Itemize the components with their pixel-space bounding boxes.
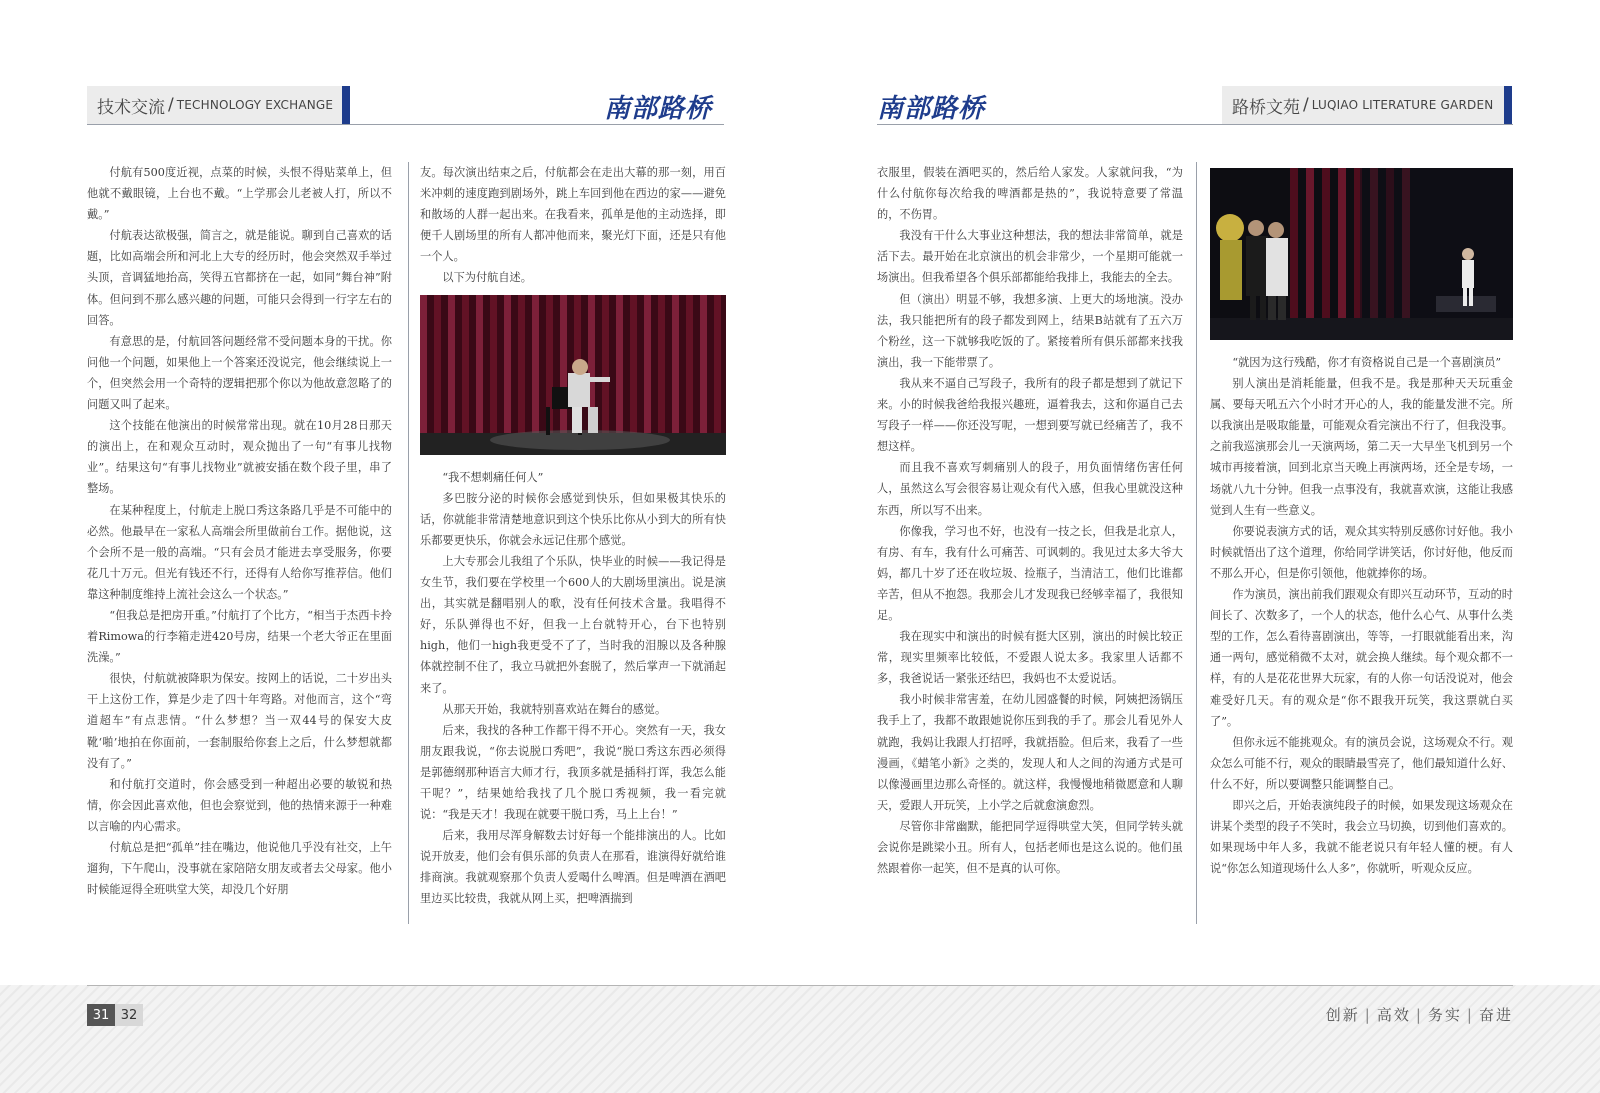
- right-page: [800, 0, 1600, 1093]
- article-paragraph: 我小时候非常害羞，在幼儿园盛餐的时候，阿姨把汤锅压我手上了，我都不敢跟她说你压到我的手了。那会儿看见外人就跑，我妈让我跟人打招呼，我就捂脸。但后来，我看了一些漫画，《蜡笔小新》之类的，发现人和人之间的沟通方式是可以像漫画里边那么奇怪的。就这样，我慢慢地稍微愿意和人聊天，爱跟人开玩笑，上小学之后就愈演愈烈。: [877, 693, 1183, 812]
- article-paragraph: 我在现实中和演出的时候有挺大区别，演出的时候比较正常，现实里频率比较低，不爱跟人说太多。我家里人话都不多，我爸说话一紧张还结巴，我妈也不太爱说话。: [877, 630, 1183, 686]
- article-paragraph: 但（演出）明显不够，我想多演、上更大的场地演。没办法，我只能把所有的段子都发到网上，结果B站就有了五六万个粉丝，这一下就够我吃饭的了。紧接着所有俱乐部都来找我演出，我一下能带票了。: [877, 292, 1183, 369]
- article-paragraph: 以下为付航自述。: [442, 271, 532, 285]
- article-paragraph: 别人演出是消耗能量，但我不是。我是那种天天玩重金属、要每天吼五六个小时才开心的人，我的能量发泄不完。所以我演出是吸取能量，可能观众看完演出不行了，但我没事。之前我巡演那会儿一天演两场，第二天一大早坐飞机到另一个城市再接着演，回到北京当天晚上再演两场，还全是专场，一场就八九十分钟。但我一点事没有，我就喜欢演，这能让我感觉到人生有一些意义。: [1210, 377, 1513, 517]
- section-tab: 路桥文苑 / LUQIAO LITERATURE GARDEN: [1222, 86, 1504, 124]
- photo-backstage-curtain: [1210, 168, 1513, 340]
- section-title-zh: 路桥文苑: [1232, 97, 1300, 118]
- footer-pattern: [0, 985, 1600, 1093]
- article-paragraph: 衣服里，假装在酒吧买的，然后给人家发。人家就问我，“为什么付航你每次给我的啤酒都是热的”，我说特意要了常温的，不伤胃。: [877, 166, 1183, 222]
- article-paragraph: 从那天开始，我就特别喜欢站在舞台的感觉。: [442, 702, 667, 716]
- article-paragraph: 上大专那会儿我组了个乐队，快毕业的时候——我记得是女生节，我们要在学校里一个600人的大剧场里演出。说是演出，其实就是翻唱别人的歌，没有任何技术含量。我唱得不好，乐队弹得也不好，但我一上台就特开心，台下也特别high，他们一high我更受不了了，当时我的泪腺以及各种腺体就控制不住了，我立马就把外套脱了，然后掌声一下就涌起来了。: [420, 554, 726, 695]
- motto-word: 创新: [1325, 1006, 1360, 1024]
- article-paragraph: 付航有500度近视，点菜的时候，头恨不得贴菜单上，但他就不戴眼镜，上台也不戴。“上学那会儿老被人打，所以不戴。”: [87, 166, 392, 222]
- article-paragraph: 友。每次演出结束之后，付航都会在走出大幕的那一刻，用百米冲刺的速度跑到剧场外，跳上车回到他在西边的家——避免和散场的人群一起出来。在我看来，孤单是他的主动选择，即便千人剧场里的所有人都冲他而来，聚光灯下面，还是只有他一个人。: [420, 166, 726, 264]
- article-paragraph: 有意思的是，付航回答问题经常不受问题本身的干扰。你问他一个问题，如果他上一个答案还没说完，他会继续说上一个，但突然会用一个奇特的逻辑把那个你以为他故意忽略了的问题又叫了起来。: [87, 334, 392, 412]
- article-paragraph: 即兴之后，开始表演纯段子的时候，如果发现这场观众在讲某个类型的段子不笑时，我会立马切换，切到他们喜欢的。如果现场中年人多，我就不能老说只有年轻人懂的梗。有人说“你怎么知道现场什么人多”，你就听，听观众反应。: [1210, 798, 1513, 876]
- right-header: [877, 86, 1513, 126]
- left-header: [87, 86, 724, 126]
- motto-word: 奋进: [1478, 1006, 1513, 1024]
- article-paragraph: 多巴胺分泌的时候你会感觉到快乐，但如果极其快乐的话，你就能非常清楚地意识到这个快乐比你从小到大的所有快乐都要更快乐，你就会永远记住那个感觉。: [420, 491, 726, 547]
- footer-rule: [87, 985, 1513, 986]
- article-paragraph: 付航表达欲极强，简言之，就是能说。聊到自己喜欢的话题，比如高端会所和河北上大专的经历时，他会突然双手举过头顶，音调猛地抬高，笑得五官都挤在一起，如同“舞台神”附体。但问到不那么感兴趣的问题，可能只会得到一行字左右的回答。: [87, 229, 392, 327]
- article-paragraph: 这个技能在他演出的时候常常出现。就在10月28日那天的演出上，在和观众互动时，观众抛出了一句“有事儿找物业”。结果这句“有事儿找物业”就被安插在数个段子里，串了整场。: [87, 419, 392, 496]
- article-paragraph: 我没有干什么大事业这种想法，我的想法非常简单，就是活下去。最开始在北京演出的机会非常少，一个星期可能就一场演出。但我希望各个俱乐部都能给我排上，我能去的全去。: [877, 229, 1183, 285]
- article-paragraph: 而且我不喜欢写刺痛别人的段子，用负面情绪伤害任何人，虽然这么写会很容易让观众有代入感，但我心里就没这种东西，所以写不出来。: [877, 461, 1183, 517]
- article-paragraph: 在某种程度上，付航走上脱口秀这条路几乎是不可能中的必然。他最早在一家私人高端会所里做前台工作。据他说，这个会所不是一般的高端。“只有会员才能进去享受服务，你要花几十万元。但光有钱还不行，还得有人给你写推荐信。他们靠这种制度维持上流社会这么一个状态。”: [87, 503, 392, 601]
- brand-logo: 南部路桥: [877, 94, 986, 124]
- header-accent: [342, 86, 350, 124]
- motto: 创新 | 高效 | 务实 | 奋进: [1325, 1005, 1513, 1024]
- column-divider: [1196, 162, 1197, 924]
- column-divider: [408, 162, 409, 924]
- photo-performer-on-stage: [420, 295, 726, 455]
- article-paragraph: “就因为这行残酷，你才有资格说自己是一个喜剧演员”: [1232, 356, 1502, 369]
- article-paragraph: 付航总是把“孤单”挂在嘴边，他说他几乎没有社交，上午遛狗，下午爬山，没事就在家陪陪女朋友或者去父母家。他小时候能逗得全班哄堂大笑，却没几个好朋: [87, 841, 392, 897]
- article-paragraph: “我不想刺痛任何人”: [442, 470, 544, 484]
- page-number-left: 31: [87, 1004, 115, 1026]
- brand-logo: 南部路桥: [603, 94, 712, 124]
- page-numbers: [87, 1004, 143, 1026]
- article-paragraph: “但我总是把房开重。”付航打了个比方，“相当于杰西卡拎着Rimowa的行李箱走进420号房，结果一个老大爷正在里面洗澡。”: [87, 608, 392, 665]
- left-column-2: [420, 162, 726, 924]
- article-paragraph: 尽管你非常幽默，能把同学逗得哄堂大笑，但同学转头就会说你是跳梁小丑。所有人，包括老师也是这么说的。他们虽然跟着你一起笑，但不是真的认可你。: [877, 819, 1183, 876]
- article-paragraph: 和付航打交道时，你会感受到一种超出必要的敏锐和热情，你会因此喜欢他，但也会察觉到，他的热情来源于一种难以言喻的内心需求。: [87, 777, 392, 833]
- article-paragraph: 后来，我找的各种工作都干得不开心。突然有一天，我女朋友跟我说，“你去说脱口秀吧”，我说“脱口秀这东西必须得是郭德纲那种语言大师才行，我顶多就是插科打诨，我怎么能干呢？”，结果她给我找了几个脱口秀视频，我一看完就说：“我是天才！我现在就要干脱口秀，马上上台！”: [420, 723, 726, 822]
- motto-word: 务实: [1427, 1006, 1462, 1024]
- article-paragraph: 但你永远不能挑观众。有的演员会说，这场观众不行。观众怎么可能不行，观众的眼睛最雪亮了，他们最知道什么好、什么不好，所以要调整只能调整自己。: [1210, 735, 1513, 791]
- right-column-2: [1210, 162, 1513, 924]
- right-column-1: [877, 162, 1183, 924]
- page-number-right: 32: [115, 1004, 143, 1026]
- article-paragraph: 很快，付航就被降职为保安。按网上的话说，二十岁出头干上这份工作，算是少走了四十年弯路。对他而言，这个“弯道超车”有点悲情。“什么梦想？当一双44号的保安大皮靴‘啪’地拍在你面前，一套制服给你套上之后，什么梦想就都没有了。”: [87, 672, 392, 770]
- section-title-zh: 技术交流: [97, 97, 165, 118]
- section-title-en: TECHNOLOGY EXCHANGE: [176, 98, 334, 112]
- article-paragraph: 后来，我用尽浑身解数去讨好每一个能排演出的人。比如说开放麦，他们会有俱乐部的负责人在那看，谁演得好就给谁排商演。我就观察那个负责人爱喝什么啤酒。但是啤酒在酒吧里边买比较贵，我就从网上买，把啤酒揣到: [420, 829, 726, 906]
- article-paragraph: 你像我，学习也不好，也没有一技之长，但我是北京人，有房、有车，我有什么可痛苦、可讽刺的。我见过太多大爷大妈，都几十岁了还在收垃圾、捡瓶子，当清洁工，他们比谁都辛苦，但从不抱怨。我那会儿才发现我已经够幸福了，我很知足。: [877, 524, 1183, 622]
- header-accent: [1504, 86, 1512, 124]
- article-paragraph: 我从来不逼自己写段子，我所有的段子都是想到了就记下来。小的时候我爸给我报兴趣班，逼着我去，这和你逼自己去写段子一样——你还没写呢，一想到要写就已经痛苦了，我不想这样。: [877, 376, 1183, 454]
- section-tab: 技术交流 / TECHNOLOGY EXCHANGE: [87, 86, 342, 124]
- motto-word: 高效: [1376, 1006, 1411, 1024]
- article-paragraph: 你要说表演方式的话，观众其实特别反感你讨好他。我小时候就悟出了这个道理，你给同学讲笑话，你讨好他，他反而不那么开心，但是你引领他，他就捧你的场。: [1210, 524, 1513, 580]
- left-column-1: [87, 162, 392, 924]
- article-paragraph: 作为演员，演出前我们跟观众有即兴互动环节，互动的时间长了、次数多了，一个人的状态，他什么心气、从事什么类型的工作，怎么看待喜剧演出，等等，一打眼就能看出来，沟通一两句，感觉稍微不太对，就会换人继续。每个观众都不一样，有的人是花花世界大玩家，有的人你一句话没说对，他会难受好几天。有的观众是“你不跟我开玩笑，我这票就白买了”。: [1210, 588, 1513, 728]
- header-rule: [877, 124, 1513, 125]
- section-title-en: LUQIAO LITERATURE GARDEN: [1311, 98, 1494, 112]
